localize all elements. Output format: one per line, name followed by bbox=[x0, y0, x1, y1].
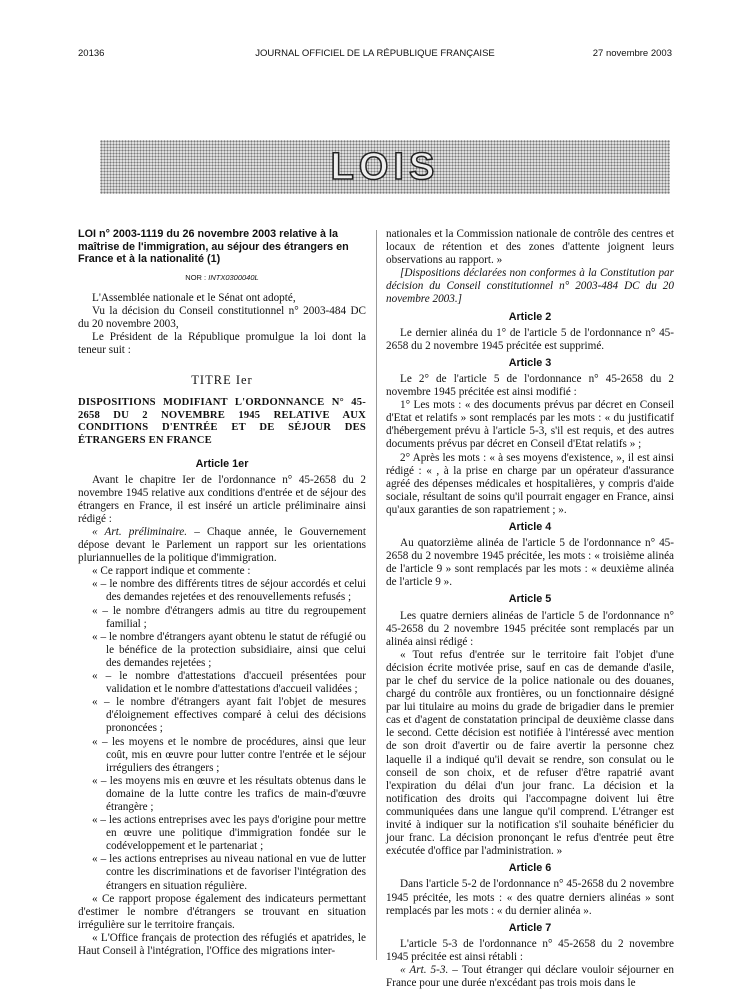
report-items bbox=[78, 578, 366, 892]
article-3-heading: Article 3 bbox=[508, 356, 552, 369]
art-prelim-text: – Chaque année, le Gouvernement dépose devant le Parlement un rapport sur les orientations pluriannuelles de la politique d'immigration. bbox=[78, 526, 366, 565]
list-item: « – le nombre d'étrangers admis au titre du regroupement familial ; bbox=[92, 604, 366, 630]
list-item: « – les actions entreprises au niveau national en vue de lutter contre les discriminations et de favoriser l'intégration des étrangers en situation régulière. bbox=[92, 853, 366, 892]
list-item: « – le nombre des différents titres de séjour accordés et celui des demandes rejetées et des renouvellements refusés ; bbox=[92, 578, 366, 604]
article-4-text: Au quatorzième alinéa de l'article 5 de l'ordonnance n° 45-2658 du 2 novembre 1945 précitée, les mots : « troisième alinéa de l'article 9 » sont remplacés par les mots : « deuxième alinéa de l'article 9 ». bbox=[386, 537, 674, 589]
issue-date: 27 novembre 2003 bbox=[592, 48, 672, 59]
art-5-3-text: – Tout étranger qui déclare vouloir séjourner en France pour une durée n'excédant pas trois mois dans le bbox=[386, 963, 674, 990]
list-item: « – le nombre d'attestations d'accueil présentées pour validation et le nombre d'attestations d'accueil validées ; bbox=[92, 670, 366, 696]
article-5-intro: Les quatre derniers alinéas de l'article 5 de l'ordonnance n° 45-2658 du 2 novembre 1945 précitée sont remplacés par un alinéa ainsi rédigé : bbox=[386, 609, 674, 648]
intro-paragraph: L'Assemblée nationale et le Sénat ont adopté, bbox=[92, 291, 296, 304]
article-6-text: Dans l'article 5-2 de l'ordonnance n° 45-2658 du 2 novembre 1945 précitée, les mots : « des quatre derniers alinéas » sont remplacés par les mots : « du dernier alinéa ». bbox=[386, 878, 674, 917]
declared-nonconform: [Dispositions déclarées non conformes à la Constitution par décision du Conseil constitutionnel n° 2003-484 DC du 20 novembre 2003.] bbox=[386, 267, 674, 306]
list-item: « – le nombre d'étrangers ayant fait l'objet de mesures d'éloignement effectives comparé à celui des décisions prononcées ; bbox=[92, 696, 366, 735]
article-7-intro: L'article 5-3 de l'ordonnance n° 45-2658 du 2 novembre 1945 précitée est ainsi rétabli : bbox=[386, 937, 674, 963]
article-1-intro: Avant le chapitre Ier de l'ordonnance n° 45-2658 du 2 novembre 1945 relative aux conditions d'entrée et de séjour des étrangers en France, il est inséré un article préliminaire ainsi rédigé : bbox=[78, 473, 366, 525]
article-2-heading: Article 2 bbox=[508, 310, 552, 323]
column-divider bbox=[376, 230, 377, 960]
article-7-quote bbox=[386, 964, 674, 990]
right-column bbox=[386, 228, 674, 990]
journal-title: JOURNAL OFFICIEL DE LA RÉPUBLIQUE FRANÇAISE bbox=[255, 48, 495, 59]
titre-heading: TITRE Ier bbox=[191, 373, 253, 388]
list-item: « – les actions entreprises avec les pays d'origine pour mettre en œuvre une politique d'immigration fondée sur le codéveloppement et le partenariat ; bbox=[92, 814, 366, 853]
list-item: « – les moyens mis en œuvre et les résultats obtenus dans le domaine de la lutte contre les trafics de main-d'œuvre étrangère ; bbox=[92, 774, 366, 813]
article-3-point-2: 2° Après les mots : « à ses moyens d'existence, », il est ainsi rédigé : « , à la prise en charge par un opérateur d'assurance agréé des dépenses médicales et hospitalières, y compris d'aide sociale, résultant de soins qu'il pourrait engager en France, ainsi qu'aux garanties de son rapatriement ; ». bbox=[386, 451, 674, 516]
intro-paragraph: Le Président de la République promulgue la loi dont la teneur suit : bbox=[78, 330, 366, 356]
art-5-3-label: « Art. 5-3. bbox=[400, 963, 449, 976]
article-3-intro: Le 2° de l'article 5 de l'ordonnance n° 45-2658 du 2 novembre 1945 précitée est ainsi modifié : bbox=[386, 372, 674, 399]
continuation-paragraph: nationales et la Commission nationale de contrôle des centres et locaux de rétention et des zones d'attente joignent leurs observations au rapport. » bbox=[386, 228, 674, 267]
page-header bbox=[78, 47, 672, 61]
left-column bbox=[78, 228, 366, 958]
list-item: « – le nombre d'étrangers ayant obtenu le statut de réfugié ou le bénéfice de la protection subsidiaire, ainsi que celui des demandes rejetées ; bbox=[92, 630, 366, 669]
list-item: « – les moyens et le nombre de procédures, ainsi que leur coût, mis en œuvre pour lutter contre l'entrée et le séjour irréguliers des étrangers ; bbox=[92, 735, 366, 774]
article-3-point-1: 1° Les mots : « des documents prévus par décret en Conseil d'Etat et relatifs » sont remplacés par les mots : « du justificatif d'hébergement prévu à l'article 5-3, s'il est requis, et des autres documents prévus par décret en Conseil d'Etat relatifs » ; bbox=[386, 399, 674, 451]
article-1-heading: Article 1er bbox=[195, 457, 249, 470]
nor-reference bbox=[78, 271, 366, 284]
page-number: 20136 bbox=[78, 48, 105, 59]
article-4-heading: Article 4 bbox=[508, 520, 552, 533]
dispositions-heading: DISPOSITIONS MODIFIANT L'ORDONNANCE N° 45-2658 DU 2 NOVEMBRE 1945 RELATIVE AUX CONDITIONS D'ENTRÉE ET DE SÉJOUR DES ÉTRANGERS EN FRANCE bbox=[78, 397, 366, 446]
banner-title: LOIS bbox=[330, 146, 440, 188]
art-prelim-label: « Art. préliminaire. bbox=[92, 526, 188, 538]
article-6-heading: Article 6 bbox=[508, 862, 552, 875]
report-indicators: « Ce rapport propose également des indicateurs permettant d'estimer le nombre d'étrangers se trouvant en situation irrégulière sur le territoire français. bbox=[78, 892, 366, 931]
article-2-text: Le dernier alinéa du 1° de l'article 5 de l'ordonnance n° 45-2658 du 2 novembre 1945 précitée est supprimé. bbox=[386, 326, 674, 352]
article-7-heading: Article 7 bbox=[508, 921, 552, 934]
report-intro: « Ce rapport indique et commente : bbox=[92, 565, 251, 578]
section-banner bbox=[100, 140, 670, 194]
nor-code: INTX0300040L bbox=[208, 272, 259, 282]
art-preliminaire bbox=[78, 526, 366, 565]
nor-label: NOR : bbox=[185, 272, 207, 282]
intro-paragraph: Vu la décision du Conseil constitutionnel n° 2003-484 DC du 20 novembre 2003, bbox=[78, 304, 366, 330]
office-paragraph: « L'Office français de protection des réfugiés et apatrides, le Haut Conseil à l'intégration, l'Office des migrations inter- bbox=[78, 931, 366, 957]
law-title: LOI n° 2003-1119 du 26 novembre 2003 relative à la maîtrise de l'immigration, au séjour des étrangers en France et à la nationalité (1) bbox=[78, 228, 349, 265]
article-5-heading: Article 5 bbox=[508, 593, 552, 606]
article-5-quote: « Tout refus d'entrée sur le territoire fait l'objet d'une décision écrite motivée prise, sauf en cas de demande d'asile, par le chef du service de la police nationale ou des douanes, chargé du contrôle aux frontières, ou un fonctionnaire désigné par lui titulaire au moins du grade de brigadier dans le premier cas et d'agent de constatation principal de deuxième classe dans le second. Cette décision est notifiée à l'intéressé avec mention de son droit d'avertir ou de faire avertir la personne chez laquelle il a indiqué qu'il devait se rendre, son consulat ou le conseil de son choix, et de refuser d'être rapatrié avant l'expiration du délai d'un jour franc. La décision et la notification des droits qui l'accompagne doivent lui être communiquées dans une langue qu'il comprend. L'étranger est invité à indiquer sur la notification s'il souhaite bénéficier du jour franc. La décision prononçant le refus d'entrée peut être exécutée d'office par l'administration. » bbox=[386, 648, 674, 858]
